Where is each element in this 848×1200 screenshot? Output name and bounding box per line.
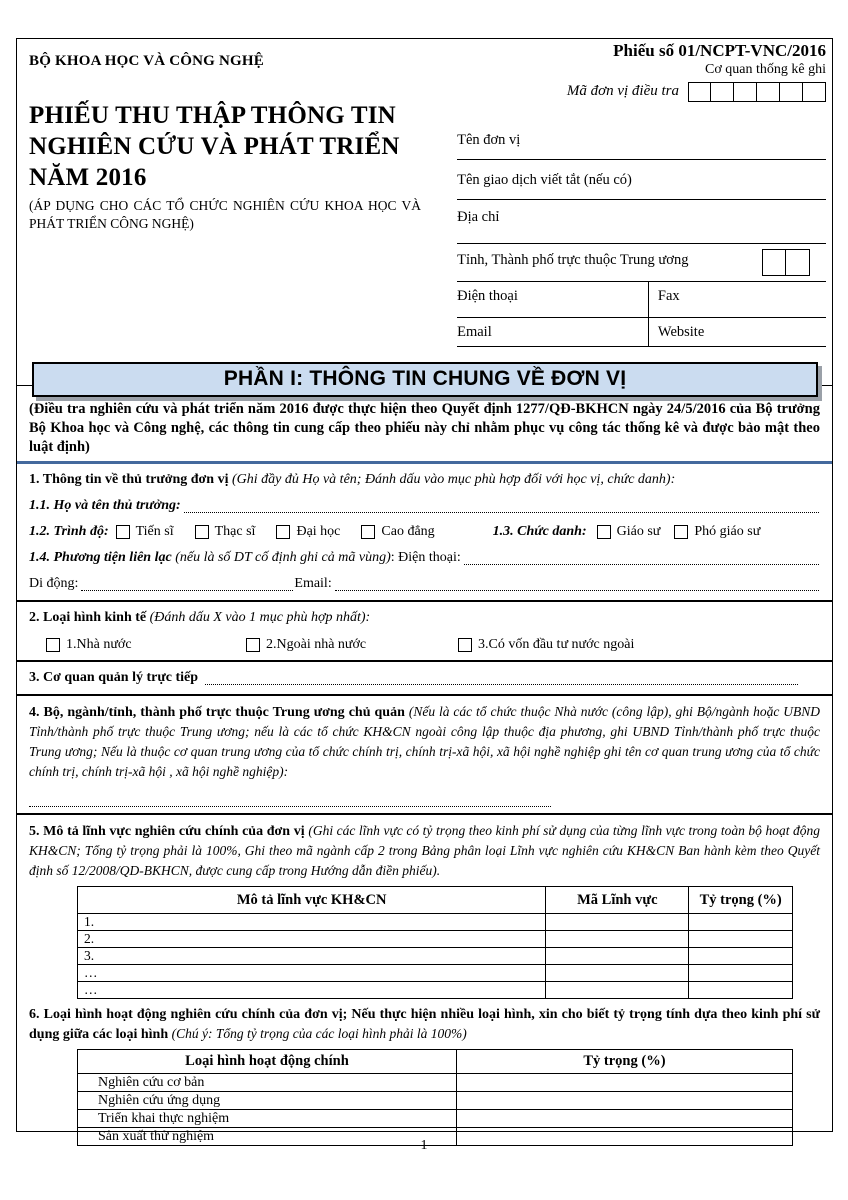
unit-code-label: Mã đơn vị điều tra <box>566 83 679 99</box>
rank-checkbox[interactable] <box>597 525 611 539</box>
section-5-title: 5. Mô tả lĩnh vực nghiên cứu chính của đơn vị <box>29 824 305 839</box>
contact-method-note: (nếu là số DT cố định ghi cả mã vùng) <box>175 550 391 565</box>
form-title-line3: NĂM 2016 <box>29 164 147 191</box>
row-label: … <box>78 965 546 982</box>
rank-checkbox[interactable] <box>674 525 688 539</box>
activity-label: Nghiên cứu cơ bản <box>78 1074 457 1092</box>
province-field[interactable] <box>457 244 826 282</box>
intro-paragraph: (Điều tra nghiên cứu và phát triển năm 2016 được thực hiện theo Quyết định 1277/QĐ-BKHCN ngày 24/5/2016 của Bộ trưởng Bộ Khoa học và Công nghệ, các thông tin cung cấp theo phiếu này chỉ nhằm phục vụ công tác thống kê và được bảo mật theo luật định) <box>29 401 820 455</box>
economy-option-label: 3.Có vốn đầu tư nước ngoài <box>478 637 635 652</box>
email-label: Email <box>457 324 492 340</box>
row-label: … <box>78 982 546 999</box>
economy-type-options <box>29 635 820 654</box>
leader-name-line <box>29 496 820 516</box>
section-6-title: 6. Loại hình hoạt động nghiên cứu chính của đơn vị; Nếu thực hiện nhiều loại hình, xin cho biết tỷ trọng tính dựa theo kinh phí sử dụng giữa các loại hình <box>29 1007 820 1042</box>
contact-method-label: 1.4. Phương tiện liên lạc <box>29 550 172 565</box>
blue-divider <box>17 461 832 464</box>
section-4-note: (Nếu là các tổ chức thuộc Nhà nước (công lập), ghi Bộ/ngành hoặc UBND Tỉnh/thành phố trực thuộc Trung ương; nếu là các tổ chức KH&CN ngoài công lập thuộc địa phương, ghi UBND Tỉnh/thành phố trực thuộc Trung ương; Nếu là thuộc cơ quan trung ương của tổ chức chính trị, chính trị-xã hội, xã hội nghề nghiệp ghi tên cơ quan trung ương của tổ chức chính trị, chính trị-xã hội , xã hội nghề nghiệp): <box>29 704 820 779</box>
percentage-cell[interactable] <box>456 1074 792 1092</box>
table-row <box>78 965 793 982</box>
economy-option-label: 1.Nhà nước <box>66 637 132 652</box>
section-3-title: 3. Cơ quan quản lý trực tiếp <box>29 670 199 685</box>
unit-code-cell[interactable] <box>711 82 734 102</box>
table-row <box>78 1074 793 1092</box>
table-row <box>78 982 793 999</box>
website-label: Website <box>657 324 705 340</box>
row-label: 2. <box>78 931 546 948</box>
activity-label: Triển khai thực nghiệm <box>78 1110 457 1128</box>
form-subtitle: (ÁP DỤNG CHO CÁC TỔ CHỨC NGHIÊN CỨU KHOA HỌC VÀ PHÁT TRIỂN CÔNG NGHỆ) <box>29 198 421 231</box>
section-2-title-line <box>29 608 820 628</box>
degree-line <box>29 522 820 542</box>
percentage-cell[interactable] <box>456 1092 792 1110</box>
table-header-row <box>78 1050 793 1074</box>
economy-option-label: 2.Ngoài nhà nước <box>266 637 367 652</box>
section-divider <box>17 660 832 662</box>
table-row <box>78 948 793 965</box>
trade-name-field[interactable] <box>457 160 826 200</box>
website-field[interactable] <box>649 318 826 346</box>
activity-label: Nghiên cứu ứng dụng <box>78 1092 457 1110</box>
section-3 <box>29 668 820 688</box>
table-row <box>78 931 793 948</box>
phone-fax-row <box>457 282 826 318</box>
managing-agency-input[interactable] <box>205 673 798 685</box>
form-header <box>17 39 832 386</box>
field-code-cell[interactable] <box>546 965 689 982</box>
unit-code-cell[interactable] <box>734 82 757 102</box>
research-fields-table <box>77 886 793 999</box>
activity-types-table <box>77 1049 793 1146</box>
degree-label: 1.2. Trình độ: <box>29 524 109 539</box>
unit-code-cell[interactable] <box>780 82 803 102</box>
unit-code-cell[interactable] <box>757 82 780 102</box>
percentage-cell[interactable] <box>689 948 793 965</box>
supervising-body-input[interactable] <box>29 792 551 807</box>
section-2-title: 2. Loại hình kinh tế <box>29 610 147 625</box>
degree-checkbox[interactable] <box>361 525 375 539</box>
section-2-note: (Đánh dấu X vào 1 mục phù hợp nhất): <box>149 610 371 625</box>
degree-checkbox[interactable] <box>116 525 130 539</box>
section-divider <box>17 600 832 602</box>
province-label: Tỉnh, Thành phố trực thuộc Trung ương <box>457 252 689 268</box>
leader-name-label: 1.1. Họ và tên thủ trưởng: <box>29 498 181 513</box>
table-row <box>78 1092 793 1110</box>
form-title-line2: NGHIÊN CỨU VÀ PHÁT TRIỂN <box>29 133 400 160</box>
ministry-name: BỘ KHOA HỌC VÀ CÔNG NGHỆ <box>29 53 264 69</box>
section-divider <box>17 813 832 815</box>
economy-checkbox[interactable] <box>246 638 260 652</box>
column-header: Mô tả lĩnh vực KH&CN <box>78 887 546 914</box>
section-5-text <box>29 821 820 881</box>
degree-option-label: Đại học <box>296 524 341 539</box>
section-1-title-line <box>29 470 820 490</box>
leader-name-input[interactable] <box>184 501 819 513</box>
economy-option <box>46 635 246 654</box>
form-number: Phiếu số 01/NCPT-VNC/2016 <box>613 41 826 60</box>
percentage-cell[interactable] <box>689 982 793 999</box>
unit-code-row <box>457 81 826 102</box>
degree-option-label: Tiến sĩ <box>135 524 174 539</box>
header-left-column <box>17 39 457 385</box>
section-5-note: (Ghi các lĩnh vực có tỷ trọng theo kinh phí sử dụng của từng lĩnh vực trong toàn bộ hoạt động KH&CN; Tổng tỷ trọng phải là 100%, Ghi theo mã ngành cấp 2 trong Bảng phân loại Lĩnh vực nghiên cứu KH&CN Ban hành kèm theo Quyết định số 12/2008/QD-BKHCN, được cung cấp trong Hướng dẫn điền phiếu). <box>29 823 821 878</box>
section-1-title: 1. Thông tin về thủ trưởng đơn vị <box>29 472 229 487</box>
part1-body <box>17 386 832 1146</box>
unit-name-field[interactable] <box>457 110 826 160</box>
province-code-cell[interactable] <box>786 249 810 276</box>
activity-label: Sản xuất thử nghiệm <box>78 1128 457 1146</box>
unit-name-label: Tên đơn vị <box>457 132 521 148</box>
economy-option <box>458 635 634 654</box>
fax-field[interactable] <box>649 282 826 317</box>
percentage-cell[interactable] <box>689 965 793 982</box>
degree-checkbox[interactable] <box>195 525 209 539</box>
degree-option-label: Thạc sĩ <box>214 524 256 539</box>
field-code-cell[interactable] <box>546 931 689 948</box>
header-right-column <box>457 39 832 385</box>
address-field[interactable] <box>457 200 826 244</box>
column-header: Tỷ trọng (%) <box>689 887 793 914</box>
column-header: Loại hình hoạt động chính <box>78 1050 457 1074</box>
unit-code-cell[interactable] <box>688 82 711 102</box>
form-title <box>29 100 443 193</box>
contact-fields <box>457 110 826 347</box>
contact-method-suffix: : Điện thoại: <box>390 550 461 565</box>
mobile-input[interactable] <box>81 579 293 591</box>
percentage-cell[interactable] <box>689 914 793 931</box>
trade-name-label: Tên giao dịch viết tắt (nếu có) <box>457 172 632 188</box>
section-4 <box>29 702 820 807</box>
table-row <box>78 1110 793 1128</box>
email-field[interactable] <box>457 318 649 346</box>
mobile-email-line <box>29 574 820 594</box>
section-1-note: (Ghi đầy đủ Họ và tên; Đánh dấu vào mục phù hợp đối với học vị, chức danh): <box>231 472 676 487</box>
degree-option <box>276 522 340 542</box>
degree-option-label: Cao đẳng <box>381 524 435 539</box>
row-label: 3. <box>78 948 546 965</box>
rank-option-label: Phó giáo sư <box>694 524 761 539</box>
section-4-text <box>29 702 820 782</box>
leader-email-input[interactable] <box>335 579 819 591</box>
section-6-note: (Chú ý: Tổng tỷ trọng của các loại hình phải là 100%) <box>171 1026 467 1041</box>
section-2 <box>29 608 820 654</box>
degree-option <box>116 522 174 542</box>
form-frame <box>16 38 833 1144</box>
field-code-cell[interactable] <box>546 982 689 999</box>
leader-email-label: Email: <box>294 576 332 591</box>
contact-method-line <box>29 548 820 568</box>
section-1 <box>29 470 820 594</box>
table-row <box>78 914 793 931</box>
percentage-cell[interactable] <box>456 1110 792 1128</box>
column-header: Tỷ trọng (%) <box>456 1050 792 1074</box>
part1-banner: PHẦN I: THÔNG TIN CHUNG VỀ ĐƠN VỊ <box>32 362 818 397</box>
degree-checkbox[interactable] <box>276 525 290 539</box>
rank-label: 1.3. Chức danh: <box>492 524 587 539</box>
row-label: 1. <box>78 914 546 931</box>
table-header-row <box>78 887 793 914</box>
section-5 <box>29 821 820 999</box>
phone-field[interactable] <box>457 282 649 317</box>
rank-option <box>674 522 760 542</box>
leader-phone-input[interactable] <box>464 553 819 565</box>
section-6-text <box>29 1005 820 1044</box>
economy-option <box>246 635 458 654</box>
page-number: 1 <box>420 1138 428 1153</box>
column-header: Mã Lĩnh vực <box>546 887 689 914</box>
phone-label: Điện thoại <box>457 288 518 304</box>
section-4-title: 4. Bộ, ngành/tỉnh, thành phố trực thuộc Trung ương chủ quản <box>29 705 405 720</box>
mobile-label: Di động: <box>29 576 79 591</box>
province-code-boxes <box>762 249 810 276</box>
degree-option <box>195 522 256 542</box>
section-6 <box>29 1005 820 1146</box>
economy-checkbox[interactable] <box>458 638 472 652</box>
unit-code-cell[interactable] <box>803 82 826 102</box>
stat-office-note: Cơ quan thống kê ghi <box>705 62 826 77</box>
province-code-cell[interactable] <box>762 249 786 276</box>
economy-checkbox[interactable] <box>46 638 60 652</box>
email-website-row <box>457 318 826 347</box>
form-title-line1: PHIẾU THU THẬP THÔNG TIN <box>29 102 396 129</box>
address-label: Địa chỉ <box>457 209 500 225</box>
fax-label: Fax <box>657 288 680 304</box>
degree-option <box>361 522 434 542</box>
section-divider <box>17 694 832 696</box>
percentage-cell[interactable] <box>689 931 793 948</box>
rank-option-label: Giáo sư <box>616 524 661 539</box>
field-code-cell[interactable] <box>546 914 689 931</box>
field-code-cell[interactable] <box>546 948 689 965</box>
rank-option <box>597 522 661 542</box>
